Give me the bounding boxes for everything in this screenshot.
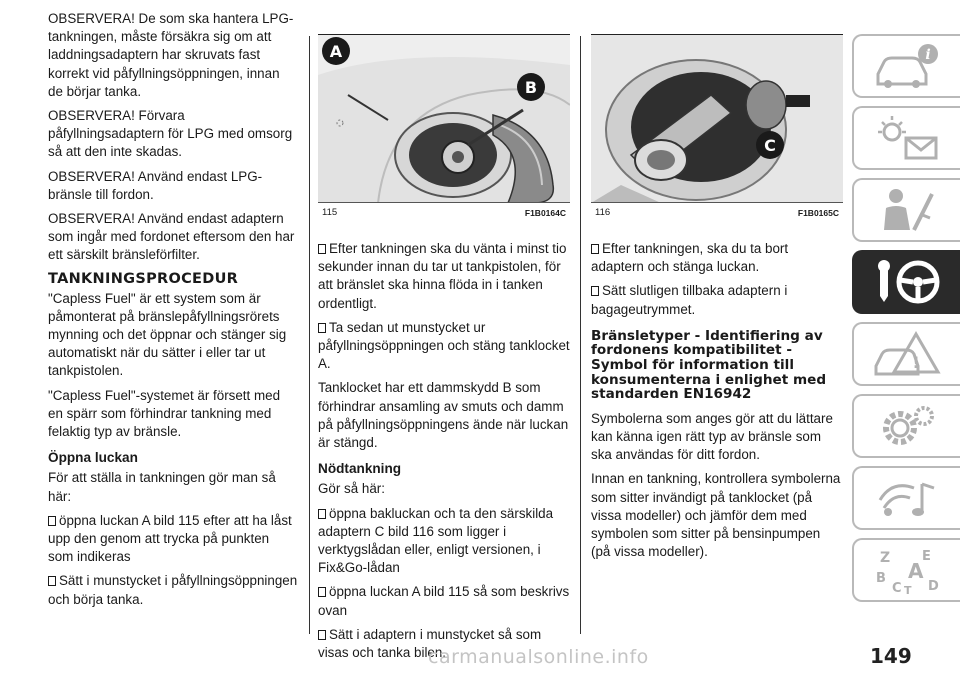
label-a: A xyxy=(329,42,343,61)
svg-text:T: T xyxy=(904,584,912,596)
list-item: öppna luckan A bild 115 efter att ha låst upp den genom att trycka på punkten som indikeras xyxy=(48,512,292,565)
paragraph-setup: För att ställa in tankningen gör man så här: xyxy=(48,470,276,504)
index-letters-icon xyxy=(870,544,944,596)
heading-bransletyper: Bränsletyper - Identifiering av fordonens kompatibilitet - Symbol för information till konsumenterna i enlighet med standarden EN16942 xyxy=(591,327,827,403)
column-middle xyxy=(318,240,570,668)
checkbox-bullet-icon xyxy=(48,576,56,586)
note-store-adapter: OBSERVERA! Förvara påfyllningsadaptern för LPG med omsorg så att den inte skadas. xyxy=(48,108,293,160)
subheading-nodtankning: Nödtankning xyxy=(318,461,402,477)
checkbox-bullet-icon xyxy=(591,286,599,296)
figure-code: F1B0165C xyxy=(797,207,839,218)
multimedia-icon xyxy=(870,472,944,524)
tab-maintenance[interactable] xyxy=(852,394,960,458)
heading-tankningsprocedur: TANKNINGSPROCEDUR xyxy=(48,270,239,287)
list-item: öppna bakluckan och ta den särskilda adaptern C bild 116 som ligger i verktygslådan eller, enligt versionen, i Fix&Go-lådan xyxy=(318,505,554,576)
safety-airbag-icon xyxy=(870,184,944,236)
column-divider xyxy=(309,36,310,634)
list-item: öppna luckan A bild 115 så som beskrivs ovan xyxy=(318,584,570,618)
figure-115 xyxy=(318,34,570,222)
list-item: Ta sedan ut munstycket ur påfyllningsöppningen och stäng tanklocket A. xyxy=(318,319,570,372)
svg-text:C: C xyxy=(892,581,902,596)
list-item: Efter tankningen, ska du ta bort adaptern och stänga luckan. xyxy=(591,241,789,275)
tab-multimedia[interactable] xyxy=(852,466,960,530)
figure-number: 116 xyxy=(595,207,611,218)
figure-code: F1B0164C xyxy=(524,207,566,218)
note-use-included-adapter: OBSERVERA! Använd endast adaptern som ingår med fordonet eftersom den har ett särskilt bränsleförfilter. xyxy=(48,211,295,263)
steering-key-icon xyxy=(870,256,944,308)
checkbox-bullet-icon xyxy=(318,509,326,519)
maintenance-gear-icon xyxy=(870,400,944,452)
svg-text:A: A xyxy=(908,559,924,583)
paragraph-capless-fuel: "Capless Fuel" är ett system som är påmonterat på bränslepåfyllningsrörets mynning och det öppnar och stänger sig automatiskt när du sätter i eller tar ut tankpistolen. xyxy=(48,290,287,379)
checkbox-bullet-icon xyxy=(318,323,326,333)
page-number: 149 xyxy=(870,644,912,668)
svg-text:D: D xyxy=(928,579,939,594)
figure-caption xyxy=(318,202,570,222)
list-item: Efter tankningen ska du vänta i minst tio sekunder innan du tar ut tankpistolen, för att bränslet ska hinna flöda in i tanken ordentligt. xyxy=(318,241,567,311)
watermark: carmanualsonline.info xyxy=(428,646,649,668)
paragraph-check-symbols: Innan en tankning, kontrollera symbolerna som sitter invändigt på tanklocket (på vissa modeller) och jämför dem med symbolen som sitter på bensinpumpen (på vissa modeller). xyxy=(591,471,841,560)
adapter-illustration xyxy=(591,35,843,203)
checkbox-bullet-icon xyxy=(591,244,599,254)
note-adapter-screw: OBSERVERA! De som ska hantera LPG-tankningen, måste försäkra sig om att laddningsadaptern har skruvats fast korrekt vid påfyllningsöppningen, innan de börjar tanka. xyxy=(48,11,294,99)
checkbox-bullet-icon xyxy=(318,587,326,597)
checkbox-bullet-icon xyxy=(318,630,326,640)
note-lpg-only: OBSERVERA! Använd endast LPG-bränsle till fordon. xyxy=(48,168,263,202)
list-item: Sätt slutligen tillbaka adaptern i bagageutrymmet. xyxy=(591,283,788,317)
column-divider xyxy=(580,36,581,634)
svg-text:i: i xyxy=(925,47,931,63)
paragraph-dust-cover: Tanklocket har ett dammskydd B som förhindrar ansamling av smuts och damm på påfyllningsöppningens ände när luckan är stängd. xyxy=(318,380,569,451)
column-right xyxy=(591,240,841,567)
svg-text:Z: Z xyxy=(880,550,891,566)
svg-text:!: ! xyxy=(912,353,920,372)
tab-safety[interactable] xyxy=(852,178,960,242)
tab-starting-driving[interactable] xyxy=(852,250,960,314)
label-c: C xyxy=(764,136,776,155)
list-item: Sätt i munstycket i påfyllningsöppningen och börja tanka. xyxy=(48,573,298,607)
car-info-icon xyxy=(870,40,944,92)
svg-text:B: B xyxy=(876,571,886,586)
warning-lights-icon xyxy=(870,112,944,164)
figure-116 xyxy=(591,34,843,222)
subheading-oppna-luckan: Öppna luckan xyxy=(48,450,138,466)
figure-caption xyxy=(591,202,843,222)
label-b: B xyxy=(524,78,538,97)
paragraph-capless-lock: "Capless Fuel"-systemet är försett med en spärr som förhindrar tankning med felaktig typ av bränsle. xyxy=(48,387,281,440)
paragraph-symbols: Symbolerna som anges gör att du lättare kan känna igen rätt typ av bränsle som ska användas för ditt fordon. xyxy=(591,410,833,463)
column-left xyxy=(48,10,298,615)
fuel-door-illustration xyxy=(318,35,570,203)
svg-text:E: E xyxy=(922,549,931,564)
tab-index[interactable] xyxy=(852,538,960,602)
checkbox-bullet-icon xyxy=(318,244,326,254)
chapter-tabs xyxy=(852,34,960,650)
paragraph-instructions: Gör så här: xyxy=(318,481,385,497)
list-item: Sätt i adaptern i munstycket så som visas och tanka bilen. xyxy=(318,626,542,661)
tab-car-info[interactable] xyxy=(852,34,960,98)
checkbox-bullet-icon xyxy=(48,516,56,526)
figure-number: 115 xyxy=(322,207,338,218)
tab-warning-lights[interactable] xyxy=(852,106,960,170)
tab-emergency[interactable] xyxy=(852,322,960,386)
emergency-icon xyxy=(870,328,944,380)
